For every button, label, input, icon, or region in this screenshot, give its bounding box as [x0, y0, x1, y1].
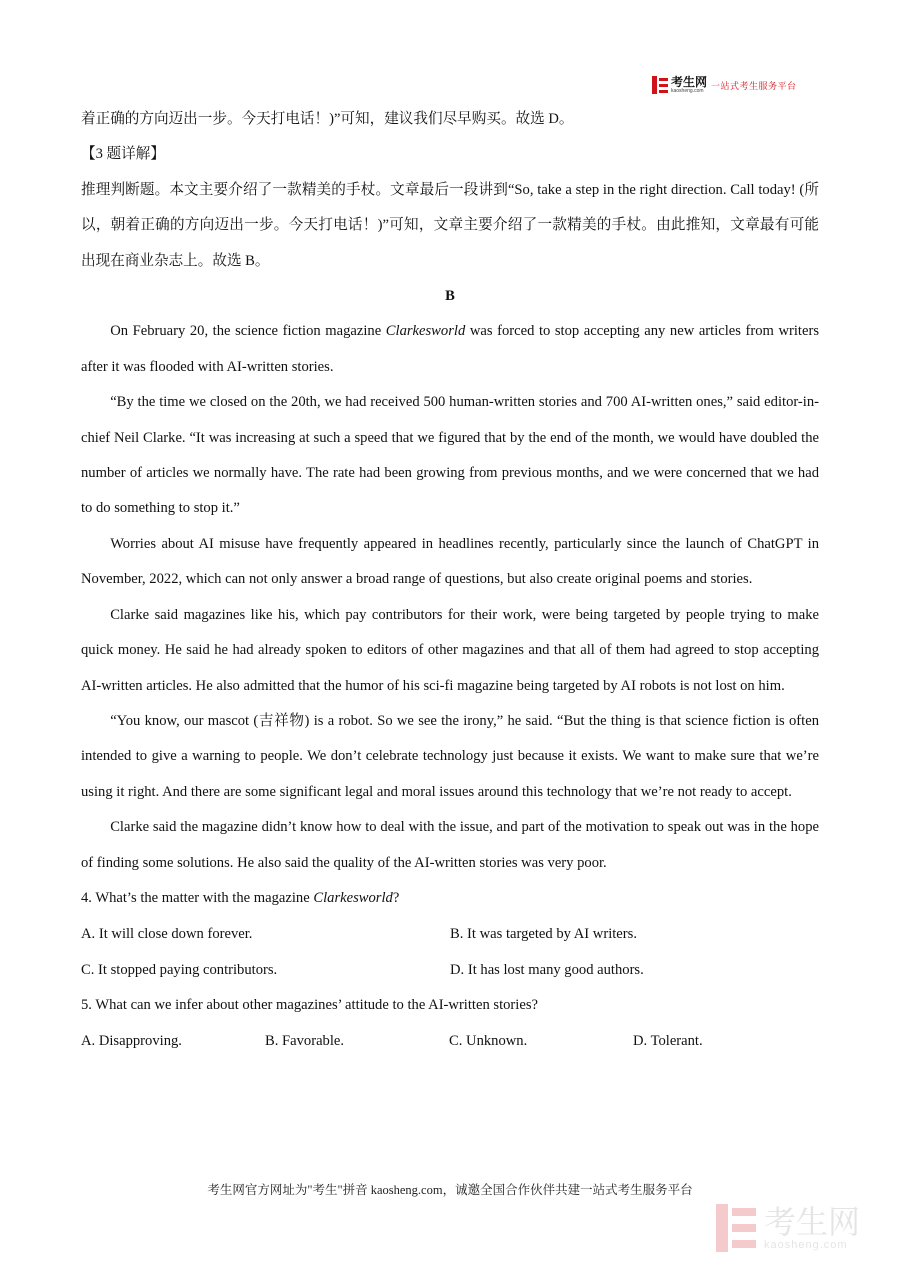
question-4-options-row-1 — [81, 916, 819, 952]
question-4: 4. What’s the matter with the magazine Clarkesworld? — [81, 889, 400, 906]
magazine-name: Clarkesworld — [313, 889, 393, 906]
watermark-logo — [716, 1204, 860, 1252]
watermark-domain: kaosheng.com — [764, 1238, 848, 1251]
question-5-option-d: D. Tolerant. — [633, 1033, 703, 1050]
brand-domain: kaosheng.com — [671, 88, 704, 94]
paragraph-continued-explanation: 着正确的方向迈出一步。今天打电话！)”可知，建议我们尽早购买。故选 D。 — [81, 111, 574, 127]
section-title: B — [445, 288, 455, 305]
passage-paragraph-3: Worries about AI misuse have frequently appeared in headlines recently, particularly since the launch of ChatGPT in November, 2022, which can not only answer a broad range of questions, but also create original poems and stories. — [81, 535, 819, 588]
passage-paragraph-1: On February 20, the science fiction magazine Clarkesworld was forced to stop accepting any new articles from writers after it was flooded with AI-written stories. — [81, 323, 820, 375]
question-4-options-row-2 — [81, 952, 819, 988]
question-5: 5. What can we infer about other magazines’ attitude to the AI-written stories? — [81, 997, 538, 1014]
question-5-option-a: A. Disapproving. — [81, 1033, 182, 1050]
watermark-logo-icon — [716, 1204, 756, 1252]
document-body — [81, 102, 819, 1060]
question-4-option-d: D. It has lost many good authors. — [450, 961, 644, 978]
question-5-options — [81, 1024, 819, 1060]
question-4-option-b: B. It was targeted by AI writers. — [450, 925, 637, 942]
question-5-option-b: B. Favorable. — [265, 1033, 345, 1050]
brand-name: 考生网 — [671, 75, 708, 89]
question-5-option-c: C. Unknown. — [449, 1033, 528, 1050]
question-4-option-c: C. It stopped paying contributors. — [81, 961, 278, 978]
header-logo — [652, 74, 797, 96]
kaosheng-logo-icon — [652, 76, 668, 94]
brand-slogan: 一站式考生服务平台 — [711, 81, 797, 92]
passage-paragraph-4: Clarke said magazines like his, which pay contributors for their work, were being targeted by people trying to make quick money. He said he had already spoken to editors of other magazines and that all of them had agreed to stop accepting AI-written articles. He also admitted that the humor of his sci-fi magazine being targeted by AI robots is not lost on him. — [81, 606, 819, 694]
passage-paragraph-6: Clarke said the magazine didn’t know how to deal with the issue, and part of the motivation to speak out was in the hope of finding some solutions. He also said the quality of the AI-written stories was very poor. — [81, 819, 819, 871]
watermark-brand: 考生网 — [764, 1202, 861, 1241]
question-4-option-a: A. It will close down forever. — [81, 925, 253, 942]
magazine-name: Clarkesworld — [385, 323, 466, 340]
passage-paragraph-2: “By the time we closed on the 20th, we had received 500 human-written stories and 700 AI-written ones,” said editor-in-chief Neil Clarke. “It was increasing at such a speed that we figured that by the end of the month, we would have doubled the number of articles we normally have. The rate had been growing from previous months, and we were concerned that we had to do something to stop it.” — [81, 394, 819, 517]
question-3-explanation: 推理判断题。本文主要介绍了一款精美的手杖。文章最后一段讲到“So, take a step in the right direction. Call today! (所以，朝着正确的方向迈出一步。今天打电话！)”可知，文章主要介绍了一款精美的手杖。由此推知，文章最有可能出现在商业杂志上。故选 B。 — [81, 181, 819, 269]
passage-paragraph-5: “You know, our mascot (吉祥物) is a robot. So we see the irony,” he said. “But the thing is that science fiction is often intended to give a warning to people. We don’t celebrate technology just because it exists. We want to make sure that we’re using it right. And there are some significant legal and moral issues around this technology that we’re not ready to accept. — [81, 712, 819, 800]
page-footer: 考生网官方网址为"考生"拼音 kaosheng.com，诚邀全国合作伙伴共建一站式考生服务平台 — [207, 1183, 693, 1197]
question-3-heading: 【3 题详解】 — [81, 146, 165, 163]
